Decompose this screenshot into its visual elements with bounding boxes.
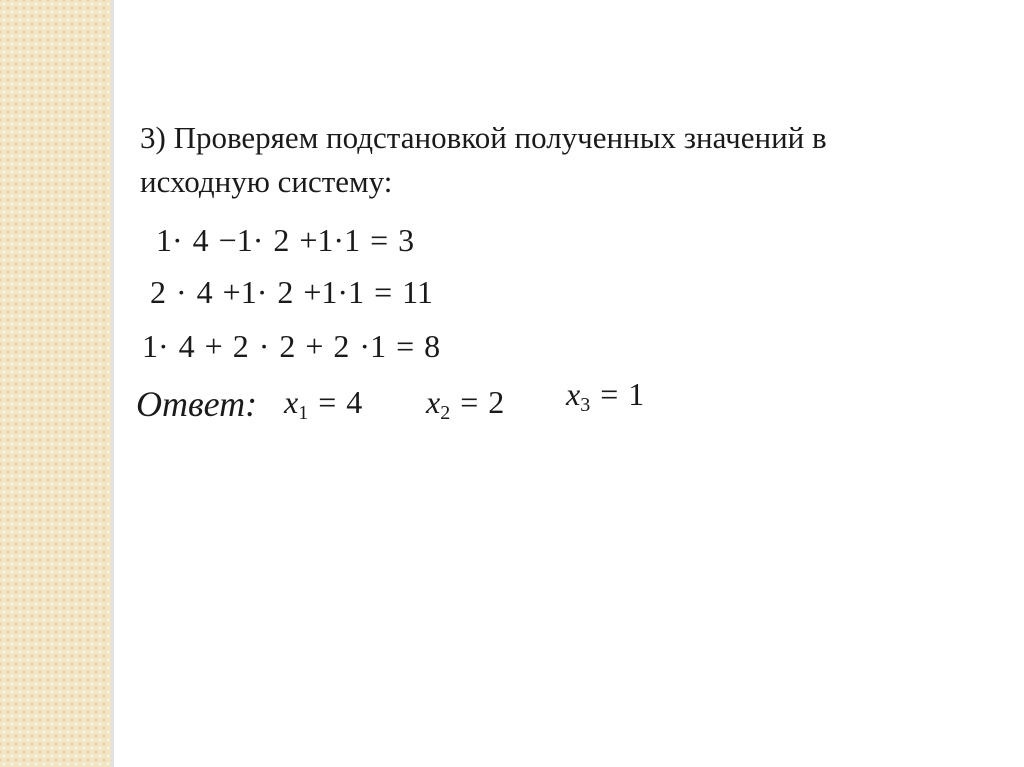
decorative-side-strip <box>0 0 111 767</box>
root-subscript: 2 <box>440 402 451 424</box>
answer-label: Ответ: <box>136 384 258 424</box>
root-variable: x <box>426 384 441 420</box>
root-variable: x <box>284 384 299 420</box>
answer-root-2 <box>426 382 504 422</box>
root-subscript: 3 <box>580 394 591 416</box>
answer-root-3 <box>566 374 644 414</box>
root-equals: = <box>600 376 619 412</box>
answer-root-1 <box>284 382 362 422</box>
slide-content <box>114 0 1024 767</box>
root-subscript: 1 <box>298 402 309 424</box>
root-variable: x <box>566 376 581 412</box>
check-equation-2: 2 · 4 +1· 2 +1·1 = 11 <box>150 274 433 310</box>
slide-heading: 3) Проверяем подстановкой полученных значений в исходную систему: <box>140 120 827 199</box>
check-equation-3: 1· 4 + 2 · 2 + 2 ·1 = 8 <box>142 328 441 364</box>
root-equals: = <box>318 384 337 420</box>
root-value: 2 <box>488 384 505 420</box>
root-value: 4 <box>346 384 363 420</box>
root-equals: = <box>460 384 479 420</box>
check-equation-1: 1· 4 −1· 2 +1·1 = 3 <box>156 222 415 258</box>
root-value: 1 <box>628 376 645 412</box>
